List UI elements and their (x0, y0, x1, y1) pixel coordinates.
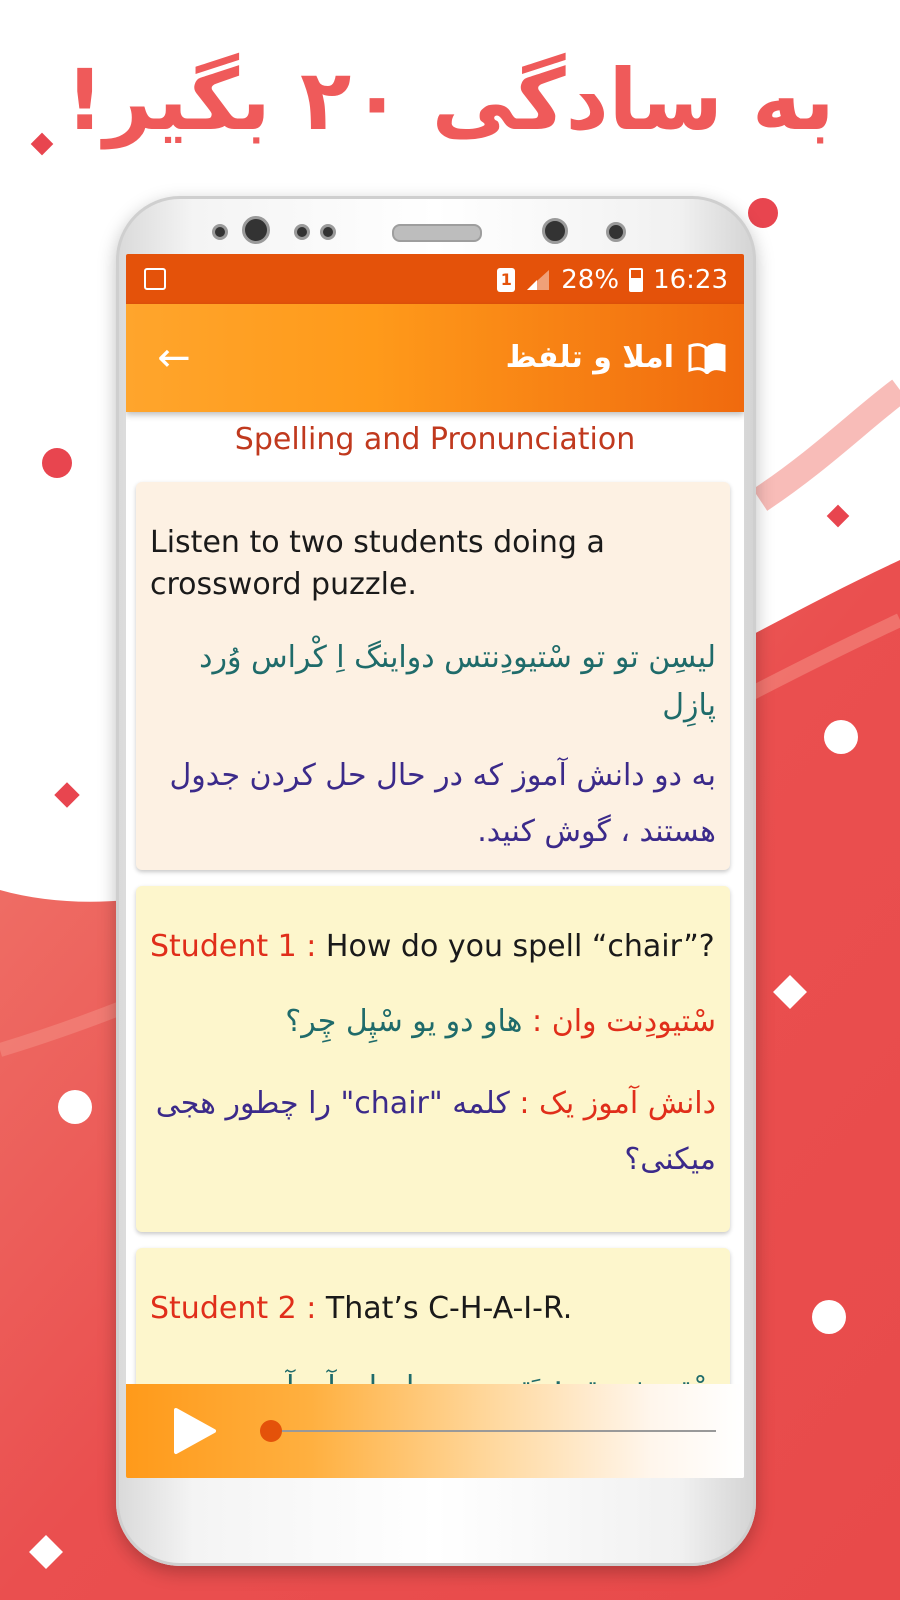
clock: 16:23 (653, 265, 728, 295)
persian-line (150, 1076, 716, 1188)
play-icon[interactable] (170, 1406, 218, 1456)
speaker-label: سْتیودِنت وان : (532, 1004, 716, 1039)
transliteration-line (150, 998, 716, 1046)
battery-charging-icon (629, 268, 643, 292)
decor-dot (58, 1090, 92, 1124)
app-bar (126, 304, 744, 412)
signal-icon (525, 268, 551, 292)
battery-percent: 28% (561, 265, 620, 295)
english-sentence: That’s C-H-A-I-R. (325, 1291, 573, 1326)
seek-bar[interactable] (270, 1430, 716, 1432)
status-indicators (497, 264, 728, 296)
status-bar (126, 254, 744, 304)
decor-dot (812, 1300, 846, 1334)
section-subtitle: Spelling and Pronunciation (234, 422, 636, 457)
front-sensor (212, 224, 228, 240)
iris-scanner (542, 218, 568, 244)
promo-headline: به سادگی ۲۰ بگیر! (65, 51, 835, 149)
front-camera (242, 216, 270, 244)
english-line (150, 1248, 716, 1330)
app-screen (126, 254, 744, 1478)
speaker-label: Student 2 : (150, 1291, 317, 1326)
front-sensor (606, 222, 626, 242)
transliteration-text: هاو دو یو سْپِل چِر؟ (285, 1004, 523, 1039)
dialogue-card (136, 886, 730, 1232)
persian-translation: کلمه "chair" را چطور هجی میکنی؟ (155, 1086, 716, 1177)
audio-player (126, 1384, 744, 1478)
earpiece-speaker (392, 224, 482, 242)
english-line (150, 886, 716, 968)
dialogue-card (136, 482, 730, 870)
english-sentence: Listen to two students doing a crossword puzzle. (150, 525, 605, 602)
decor-dot (42, 448, 72, 478)
front-sensor (320, 224, 336, 240)
decor-dot (824, 720, 858, 754)
decor-dot (748, 198, 778, 228)
seek-thumb[interactable] (260, 1420, 282, 1442)
app-title: املا و تلفظ (505, 340, 674, 375)
gallery-icon (144, 268, 166, 290)
back-arrow-icon[interactable]: ← (157, 335, 191, 381)
front-sensor (294, 224, 310, 240)
sim-icon: 1 (497, 268, 515, 292)
book-icon (688, 342, 726, 374)
persian-translation: به دو دانش آموز که در حال حل کردن جدول هستند ، گوش کنید. (169, 758, 716, 849)
english-sentence: How do you spell “chair”? (325, 929, 715, 964)
speaker-label: دانش آموز یک : (519, 1086, 716, 1121)
transliteration-line: لیسِن تو تو سْتیودِنتس دواینگ اِ کْراس وُرد پازِل (199, 640, 716, 723)
speaker-label: Student 1 : (150, 929, 317, 964)
